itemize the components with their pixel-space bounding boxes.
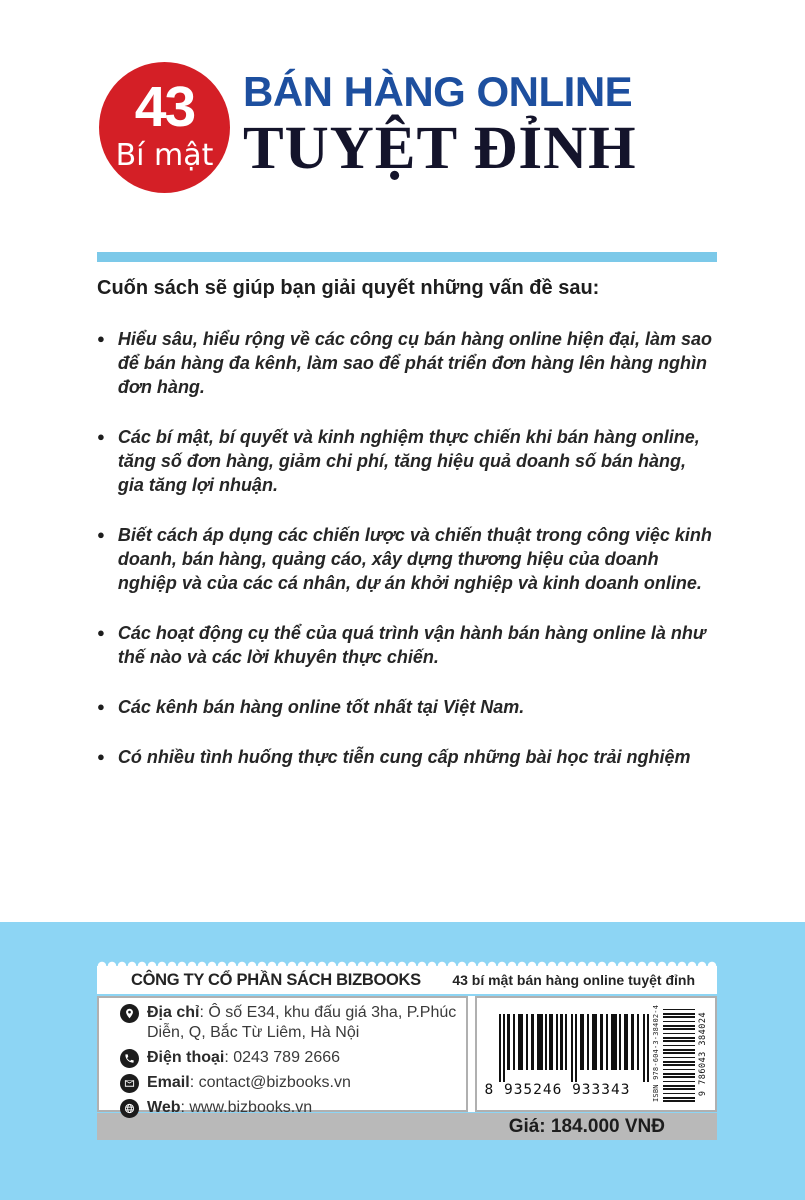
web-value: : www.bizbooks.vn	[180, 1099, 313, 1116]
list-item: ● Các bí mật, bí quyết và kinh nghiệm thực chiến khi bán hàng online, tăng số đơn hàng, giảm chi phí, tăng hiệu quả doanh số bán hàng, gia tăng lợi nhuận.	[97, 427, 700, 495]
book-title	[243, 68, 637, 182]
book-title-line2: TUYỆT ĐỈNH	[243, 115, 637, 182]
publisher-card-body	[97, 996, 717, 1116]
isbn-label: ISBN 978-604-3-38402-4	[651, 1004, 660, 1102]
perforated-edge	[97, 958, 717, 966]
publisher-contact-box	[97, 996, 468, 1116]
blue-divider-bar	[97, 252, 717, 262]
intro-text: Cuốn sách sẽ giúp bạn giải quyết những vấn đề sau:	[97, 277, 600, 299]
email-icon	[120, 1074, 139, 1093]
ean13-barcode	[485, 1008, 647, 1100]
bullet-icon: ●	[97, 749, 105, 764]
address-label: Địa chỉ	[147, 1004, 200, 1021]
list-item: ● Các hoạt động cụ thể của quá trình vận hành bán hàng online là như thế nào và các lời khuyên thực chiến.	[97, 623, 706, 667]
phone-label: Điện thoại	[147, 1049, 225, 1066]
isbn-barcode	[652, 1006, 708, 1102]
globe-icon	[120, 1099, 139, 1118]
email-row	[120, 1073, 460, 1093]
email-label: Email	[147, 1074, 190, 1091]
ean13-digits: 8 935246 933343	[484, 1082, 631, 1098]
benefits-list	[97, 327, 713, 795]
price-text: Giá: 184.000 VNĐ	[508, 1115, 665, 1137]
address-value: : Ô số E34, khu đấu giá 3ha, P.Phúc Diễn, Q, Bắc Từ Liêm, Hà Nội	[147, 1004, 457, 1041]
publisher-name: CÔNG TY CỔ PHẦN SÁCH BIZBOOKS	[131, 970, 421, 989]
isbn-digits: 9 786043 384024	[697, 1011, 708, 1097]
list-item: ● Các kênh bán hàng online tốt nhất tại Việt Nam.	[97, 697, 525, 717]
phone-value: : 0243 789 2666	[224, 1049, 341, 1066]
bullet-icon: ●	[97, 331, 105, 346]
publisher-card-header	[97, 966, 717, 994]
list-item: ● Biết cách áp dụng các chiến lược và chiến thuật trong công việc kinh doanh, bán hàng, quảng cáo, xây dựng thương hiệu của doanh nghiệp và của các cá nhân, dự án khởi nghiệp và kinh doanh online.	[97, 525, 712, 593]
bullet-icon: ●	[97, 699, 105, 714]
bullet-icon: ●	[97, 527, 105, 542]
bottom-section	[0, 922, 805, 1200]
barcode-box	[475, 996, 717, 1112]
list-item: ● Có nhiều tình huống thực tiễn cung cấp những bài học trải nghiệm	[97, 747, 691, 767]
location-pin-icon	[120, 1004, 139, 1023]
address-row	[120, 1003, 460, 1043]
phone-row	[120, 1048, 460, 1068]
badge-label: Bí mật	[115, 138, 214, 173]
isbn-bars	[663, 1006, 695, 1102]
book-title-small: 43 bí mật bán hàng online tuyệt đỉnh	[452, 972, 695, 988]
bullet-icon: ●	[97, 429, 105, 444]
badge-number: 43	[134, 75, 195, 139]
publisher-card	[97, 958, 717, 1140]
book-title-line1: BÁN HÀNG ONLINE	[243, 68, 633, 115]
secrets-count-badge	[99, 62, 230, 193]
web-label: Web	[147, 1099, 181, 1116]
web-row	[120, 1098, 460, 1118]
phone-icon	[120, 1049, 139, 1068]
list-item: ● Hiểu sâu, hiểu rộng về các công cụ bán hàng online hiện đại, làm sao để bán hàng đa kênh, làm sao để phát triển đơn hàng lên hàng nghìn đơn hàng.	[97, 329, 712, 397]
email-value: : contact@bizbooks.vn	[189, 1074, 351, 1091]
bullet-icon: ●	[97, 625, 105, 640]
